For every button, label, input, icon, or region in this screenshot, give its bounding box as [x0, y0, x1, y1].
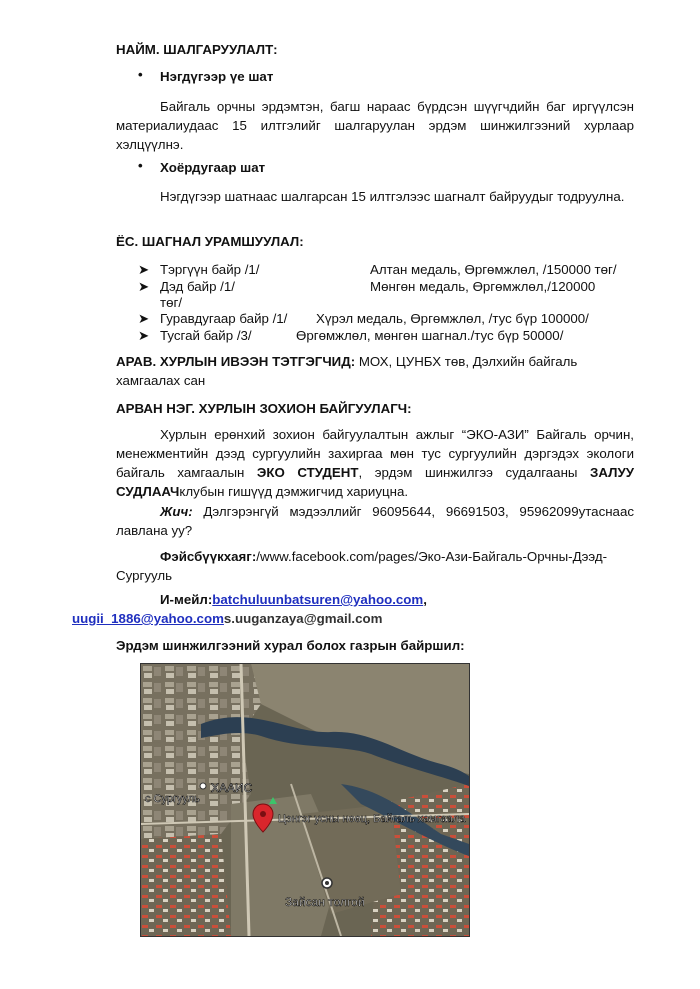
facebook-url[interactable]: /www.facebook.com/pages/Эко-Ази-Байгаль-Орчны-Дээд-Сургууль — [116, 549, 608, 583]
section10-block — [116, 352, 634, 390]
award-place: Тэргүүн байр /1/ — [160, 262, 260, 277]
eco-student-club: ЭКО СТУДЕНТ — [256, 465, 359, 480]
organizer-text-c: клубын гишүүд дэмжигчид хариуцна. — [179, 484, 409, 499]
award-place: Тусгай байр /3/ — [160, 328, 252, 343]
email-3[interactable]: s.uuganzaya@gmail.com — [223, 611, 383, 626]
award-prize-cont: төг/ — [160, 295, 183, 310]
email-label: И-мейл: — [160, 592, 213, 607]
award-place: Дэд байр /1/ — [160, 279, 235, 294]
bullet-dot-icon: • — [138, 158, 143, 173]
bullet-dot-icon: • — [138, 67, 143, 82]
stage1-title: Нэгдүгээр үе шат — [160, 69, 274, 84]
award-prize: Өргөмжлөл, мөнгөн шагнал./тус бүр 50000/ — [296, 328, 564, 343]
section9-heading: ЁС. ШАГНАЛ УРАМШУУЛАЛ: — [116, 234, 304, 249]
award-prize: Хүрэл медаль, Өргөмжлөл, /тус бүр 100000/ — [316, 311, 589, 326]
organizer-text-b: , эрдэм шинжилгээ судалгааны — [358, 465, 591, 480]
section10-heading: АРАВ. ХУРЛЫН ИВЭЭН ТЭТГЭГЧИД: — [116, 354, 356, 369]
section8-heading: НАЙМ. ШАЛГАРУУЛАЛТ: — [116, 42, 278, 57]
email-line — [72, 590, 634, 628]
sponsors-line2: хамгаалах сан — [116, 373, 206, 388]
contact-text: Дэлгэрэнгүй мэдээллийг 96095644, 96691503, 95962099утаснаас лавлана уу? — [116, 504, 634, 538]
email-link-2[interactable]: uugii_1886@yahoo.com — [72, 611, 224, 626]
organizer-text-a: Хурлын ерөнхий зохион байгуулалтын ажлыг “ЭКО-АЗИ” Байгаль орчин, менежментийн дээд сургуулийн захиргаа мөн тус сургуулийн дэргэдэх экологи байгаль хамгаалын — [116, 427, 634, 480]
award-prize: Мөнгөн медаль, Өргөмжлөл,/120000 — [370, 279, 596, 294]
stage2-text: Нэгдүгээр шатнаас шалгарсан 15 илтгэлээс шагналт байруудыг тодруулна. — [160, 189, 625, 204]
organizer-text — [116, 425, 634, 501]
contact-label: Жич: — [160, 504, 193, 519]
satellite-map-image — [141, 664, 469, 936]
young-researcher-club: ЗАЛУУ СУДЛААЧ — [116, 465, 634, 499]
arrow-bullet-icon: ➤ — [138, 279, 150, 294]
award-prize: Алтан медаль, Өргөмжлөл, /150000 төг/ — [370, 262, 617, 277]
satellite-map[interactable] — [140, 663, 470, 937]
stage1-text: Байгаль орчны эрдэмтэн, багш нараас бүрдсэн шүүгчдийн баг иргүүлсэн материалиудаас 15 илтгэлийг шалгаруулан эрдэм шинжилгээний хурлаар хэлцүүлнэ. — [116, 99, 634, 152]
map-label-venue: Цэнгэг усны нөөц, Байгаль хамгаала — [278, 813, 466, 825]
facebook-label: Фэйсбүүкхаяг: — [160, 549, 257, 564]
stage2-title: Хоёрдугаар шат — [160, 160, 266, 175]
location-heading: Эрдэм шинжилгээний хурал болох газрын байршил: — [116, 638, 465, 653]
award-place: Гуравдугаар байр /1/ — [160, 311, 288, 326]
arrow-bullet-icon: ➤ — [138, 311, 150, 326]
contact-note — [116, 502, 634, 540]
arrow-bullet-icon: ➤ — [138, 262, 150, 277]
email-separator: , — [423, 592, 427, 607]
map-label-haais: ХААИС — [211, 781, 253, 795]
map-label-surguul: с Сургууль — [145, 793, 200, 805]
facebook-line — [116, 547, 634, 585]
email-link-1[interactable]: batchuluunbatsuren@yahoo.com — [212, 592, 424, 607]
map-label-zaisan: Зайсан толгой — [285, 895, 365, 909]
section11-heading: АРВАН НЭГ. ХУРЛЫН ЗОХИОН БАЙГУУЛАГЧ: — [116, 401, 412, 416]
arrow-bullet-icon: ➤ — [138, 328, 150, 343]
sponsors-line1: МОХ, ЦУНБХ төв, Дэлхийн байгаль — [355, 354, 578, 369]
